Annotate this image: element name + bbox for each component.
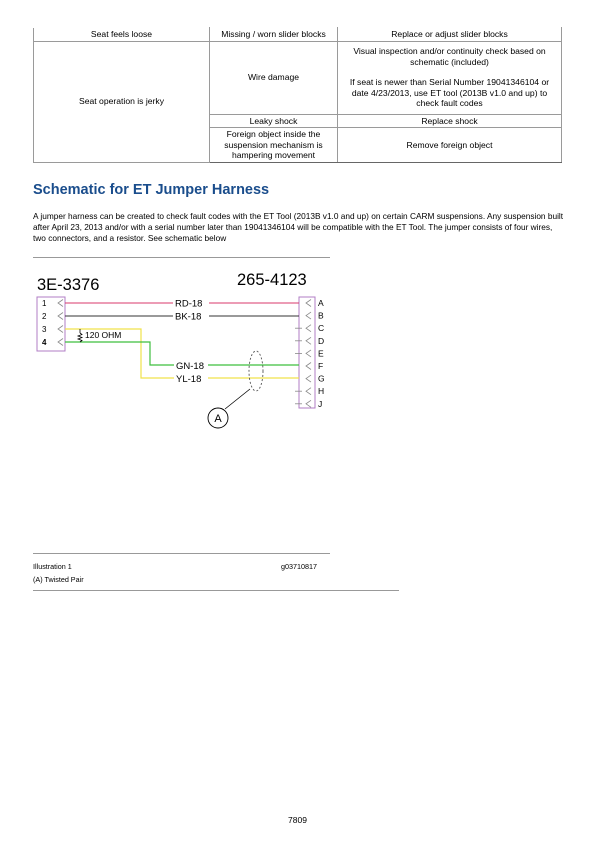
- wire-label-rd: RD-18: [175, 298, 203, 310]
- cause-cell: Leaky shock: [210, 114, 338, 128]
- right-pin-label: F: [318, 361, 324, 371]
- illustration-title: Illustration 1: [33, 562, 72, 571]
- cause-cell: Missing / worn slider blocks: [210, 28, 338, 42]
- right-pin-socket: [306, 400, 311, 407]
- twisted-pair-marker: [249, 351, 263, 391]
- illustration-id: g03710817: [281, 562, 317, 571]
- right-pin-label: E: [318, 348, 324, 359]
- remedy-text: Visual inspection and/or continuity check based on schematic (included): [353, 46, 546, 67]
- left-pin-label: 2: [42, 312, 47, 321]
- left-pin-socket: [58, 339, 63, 346]
- right-connector-label: 265-4123: [237, 271, 307, 289]
- intro-paragraph: A jumper harness can be created to check fault codes with the ET Tool (2013B v1.0 and up) on certain CARM suspensions. Any suspension built after April 23, 2013 and/or with a serial number later than 19041346104 will be compatible with the ET Tool. The jumper consists of four wires, two connectors, and a resistor. See schematic below: [33, 211, 564, 244]
- cause-cell: Wire damage: [210, 41, 338, 114]
- right-pin-label: C: [318, 323, 325, 334]
- left-pin-socket: [58, 300, 63, 307]
- right-pin-socket: [306, 363, 311, 370]
- right-pin-label: H: [318, 386, 325, 397]
- left-pin-socket: [58, 326, 63, 333]
- left-pin-label: 4: [42, 338, 47, 347]
- caption-bottom-rule: [33, 590, 399, 591]
- wire-label-gn: GN-18: [176, 361, 204, 372]
- problem-cell: Seat feels loose: [34, 28, 210, 42]
- illustration-legend: (A) Twisted Pair: [33, 575, 84, 584]
- remedy-cell: Remove foreign object: [338, 128, 562, 163]
- left-pin-label: 1: [42, 299, 47, 308]
- left-connector-label: 3E-3376: [37, 276, 100, 294]
- right-pin-label: J: [318, 398, 323, 409]
- left-pin-label: 3: [42, 325, 47, 334]
- remedy-cell: [338, 41, 562, 114]
- table-row: [34, 28, 562, 42]
- right-pin-socket: [306, 325, 311, 332]
- remedy-cell: Replace or adjust slider blocks: [338, 28, 562, 42]
- cause-cell: Foreign object inside the suspension mechanism is hampering movement: [210, 128, 338, 163]
- right-pin-socket: [306, 375, 311, 382]
- right-pin-socket: [306, 388, 311, 395]
- figure-top-rule: [33, 257, 330, 258]
- problem-cell: Seat operation is jerky: [34, 41, 210, 162]
- wire-label-bk: BK-18: [175, 311, 202, 323]
- resistor-symbol: [78, 333, 82, 342]
- right-pin-socket: [306, 312, 311, 319]
- section-heading: Schematic for ET Jumper Harness: [33, 182, 270, 198]
- page-number: 7809: [288, 815, 307, 825]
- right-pin-label: B: [318, 310, 324, 321]
- callout-leader: [225, 389, 250, 409]
- remedy-text: If seat is newer than Serial Number 19041346104 or date 4/23/2013, use ET tool (2013B v1.0 and up) to check fault codes: [349, 77, 550, 109]
- right-pin-label: G: [318, 373, 325, 384]
- remedy-cell: Replace shock: [338, 114, 562, 128]
- caption-top-rule: [33, 553, 330, 554]
- callout-label: A: [214, 413, 222, 425]
- right-pin-socket: [306, 300, 311, 307]
- wire-label-yl: YL-18: [176, 374, 202, 385]
- right-pin-socket: [306, 337, 311, 344]
- jumper-harness-schematic: [33, 262, 333, 442]
- left-pin-socket: [58, 313, 63, 320]
- table-row: [34, 41, 562, 114]
- right-pin-socket: [306, 350, 311, 357]
- troubleshooting-table: [33, 27, 562, 163]
- resistor-label: 120 OHM: [85, 330, 122, 340]
- right-pin-label: D: [318, 335, 325, 346]
- right-pin-label: A: [318, 298, 324, 308]
